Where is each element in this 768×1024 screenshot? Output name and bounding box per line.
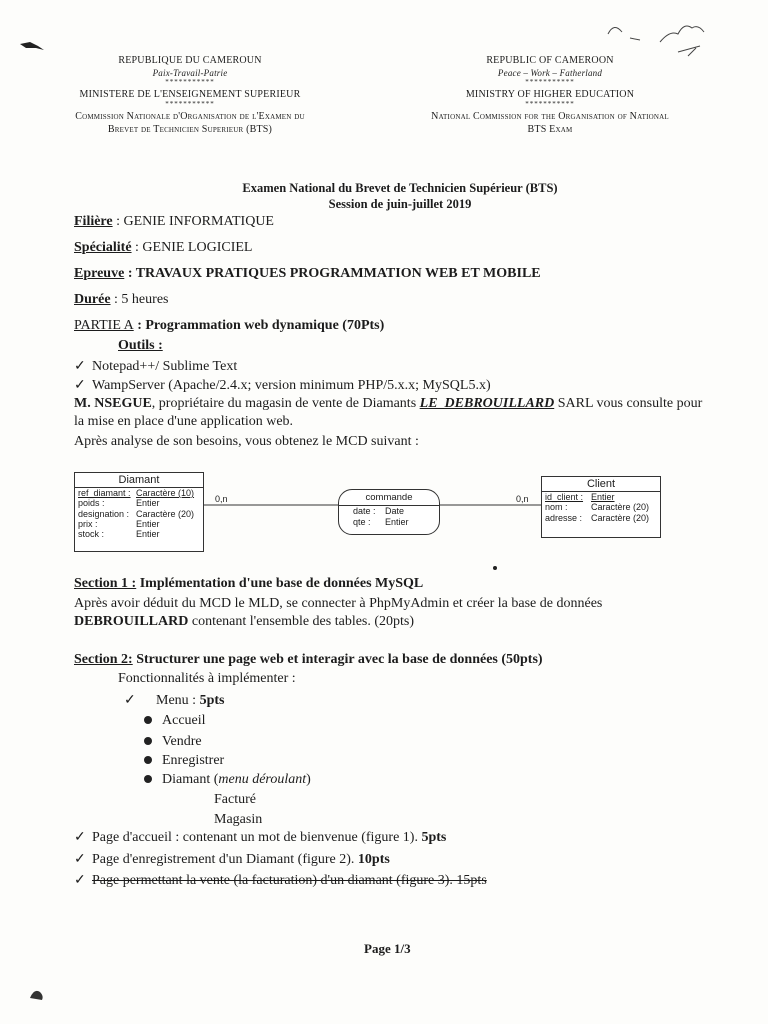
menu-item-label: Accueil: [162, 713, 206, 728]
specialite-value: : GENIE LOGICIEL: [131, 240, 253, 255]
check-icon: ✓: [74, 378, 86, 393]
bullet-icon: [144, 737, 152, 745]
section-2-title: Structurer une page web et interagir avec la base de données (50pts): [132, 652, 543, 667]
entity-attribute: [75, 529, 203, 539]
attribute-name: date :: [353, 506, 376, 516]
header-right-ministry: MINISTRY OF HIGHER EDUCATION: [465, 88, 635, 100]
section-1-text-2: contenant l'ensemble des tables. (20pts): [188, 614, 415, 630]
entity-client-title: Client: [542, 477, 660, 492]
client-name: M. NSEGUE: [74, 396, 152, 411]
bullet-icon: [144, 756, 152, 764]
company-name: LE_DEBROUILLARD: [419, 396, 555, 411]
attribute-name: nom :: [545, 502, 568, 513]
partie-a-label: PARTIE A: [74, 318, 134, 333]
attribute-type: Caractère (10): [136, 488, 195, 498]
cardinality-client: 0,n: [516, 494, 529, 504]
entity-attribute: [542, 492, 660, 502]
header-left-republic: REPUBLIQUE DU CAMEROUN: [118, 55, 262, 66]
association-commande: [338, 489, 440, 535]
entity-diamant-title: Diamant: [75, 473, 203, 488]
entity-attribute: [75, 488, 203, 498]
intro-text-1: , propriétaire du magasin de vente de Diamants: [151, 396, 420, 411]
menu-item: [144, 753, 224, 769]
page-requirement: [74, 851, 390, 868]
section-2-heading: [74, 652, 543, 668]
attribute-type: Entier: [136, 519, 160, 530]
duree-value: : 5 heures: [110, 292, 169, 307]
association-attribute: [339, 506, 439, 517]
check-icon: ✓: [74, 830, 86, 845]
intro-text-2: SARL vous consulte pour la mise en place d'une application web.: [74, 396, 703, 430]
exam-title-line-1: Examen National du Brevet de Technicien Supérieur (BTS): [242, 181, 558, 195]
database-name: DEBROUILLARD: [74, 614, 189, 630]
duree-label: Durée: [74, 292, 111, 307]
outil-item-label: WampServer (Apache/2.4.x; version minimum PHP/5.x.x; MySQL5.x): [92, 378, 491, 393]
association-commande-title: commande: [339, 490, 439, 506]
attribute-name: prix :: [78, 519, 98, 530]
intro-line-2: Après analyse de son besoins, vous obtenez le MCD suivant :: [74, 434, 419, 449]
menu-item-close: ): [306, 772, 311, 787]
menu-item-label: Diamant (: [162, 772, 219, 787]
menu-item-diamant: [144, 772, 311, 788]
cardinality-diamant: 0,n: [215, 494, 228, 504]
epreuve-label: Epreuve: [74, 266, 125, 281]
page-requirement-points: 10pts: [357, 852, 390, 867]
attribute-type: Caractère (20): [136, 508, 195, 519]
check-icon: ✓: [74, 359, 86, 374]
menu-item-label: Vendre: [162, 734, 202, 749]
menu-label: Menu :: [156, 693, 200, 708]
page-requirement-points: 5pts: [421, 830, 447, 845]
attribute-type: Entier: [136, 529, 160, 540]
attribute-type: Caractère (20): [591, 512, 650, 523]
attribute-name: designation :: [78, 508, 130, 519]
section-2-label: Section 2:: [74, 652, 133, 667]
menu-line: [124, 692, 224, 709]
attribute-name: stock :: [78, 529, 105, 540]
section-1-paragraph: [74, 595, 714, 631]
header-left-ministry: MINISTERE DE L'ENSEIGNEMENT SUPERIEUR: [79, 88, 301, 100]
header-left-stars-1: ***********: [165, 77, 215, 86]
page-requirement-text: Page d'enregistrement d'un Diamant (figure 2).: [92, 852, 358, 867]
section-1-text-1: Après avoir déduit du MCD le MLD, se connecter à PhpMyAdmin et créer la base de données: [74, 596, 603, 611]
partie-a-title: : Programmation web dynamique (70Pts): [133, 318, 385, 333]
filiere-value: : GENIE INFORMATIQUE: [112, 214, 274, 229]
section-1-heading: [74, 576, 423, 592]
page-number: Page 1/3: [364, 941, 411, 956]
header-right-bts: BTS Exam: [527, 123, 573, 135]
header-right-commission: National Commission for the Organisation of National: [431, 111, 669, 123]
epreuve-value: : TRAVAUX PRATIQUES PROGRAMMATION WEB ET MOBILE: [124, 266, 541, 281]
attribute-type: Entier: [591, 492, 615, 502]
entity-attribute: [542, 513, 660, 523]
bullet-icon: [144, 716, 152, 724]
page-requirement: [74, 829, 446, 846]
specialite-label: Spécialité: [74, 240, 132, 255]
header-left-commission: Commission Nationale d'Organisation de l'Examen du: [75, 111, 305, 123]
check-icon: ✓: [74, 852, 86, 867]
exam-title-line-2: Session de juin-juillet 2019: [328, 197, 472, 212]
outil-item-label: Notepad++/ Sublime Text: [92, 359, 238, 374]
attribute-name: adresse :: [545, 512, 583, 523]
entity-attribute: [542, 502, 660, 512]
entity-client: [541, 476, 661, 538]
attribute-type: Entier: [136, 498, 160, 509]
page-requirement-text: Page d'accueil : contenant un mot de bienvenue (figure 1).: [92, 830, 422, 845]
check-icon: ✓: [74, 873, 86, 888]
page-requirement-struck: [74, 872, 487, 889]
entity-diamant: [74, 472, 204, 552]
header-right-motto: Peace – Work – Fatherland: [497, 67, 603, 78]
header-left-bts: Brevet de Technicien Superieur (BTS): [107, 123, 273, 135]
filiere-label: Filière: [74, 214, 113, 229]
header-left-motto: Paix-Travail-Patrie: [152, 67, 228, 78]
menu-points: 5pts: [199, 693, 225, 708]
header-right-republic: REPUBLIC OF CAMEROON: [486, 55, 614, 66]
attribute-type: Entier: [385, 516, 409, 527]
submenu-item: Magasin: [214, 812, 263, 827]
outils-label: Outils :: [118, 338, 163, 353]
attribute-type: Caractère (20): [591, 502, 650, 513]
entity-attribute: [75, 519, 203, 529]
header-right-stars-2: ***********: [525, 100, 575, 109]
attribute-name: id_client :: [545, 492, 584, 502]
attribute-name: ref_diamant :: [78, 488, 131, 498]
attribute-type: Date: [385, 506, 405, 516]
bullet-icon: [144, 775, 152, 783]
menu-item: [144, 713, 206, 729]
association-attribute: [339, 517, 439, 528]
fonctionnalites-label: Fonctionnalités à implémenter :: [118, 671, 296, 686]
submenu-item: Facturé: [214, 792, 256, 807]
section-1-label: Section 1 :: [74, 576, 137, 591]
attribute-name: qte :: [353, 516, 371, 527]
page-requirement-text: Page permettant la vente (la facturation) d'un diamant (figure 3). 15pts: [92, 873, 487, 888]
check-icon: ✓: [124, 693, 136, 708]
menu-item-label: Enregistrer: [162, 753, 225, 768]
header-right-stars-1: ***********: [525, 77, 575, 86]
menu-item: [144, 734, 202, 750]
entity-attribute: [75, 498, 203, 508]
attribute-name: poids :: [78, 498, 105, 509]
menu-item-note: menu déroulant: [218, 772, 307, 787]
entity-attribute: [75, 509, 203, 519]
header-left-stars-2: ***********: [165, 100, 215, 109]
section-1-title: Implémentation d'une base de données MySQL: [136, 576, 424, 591]
